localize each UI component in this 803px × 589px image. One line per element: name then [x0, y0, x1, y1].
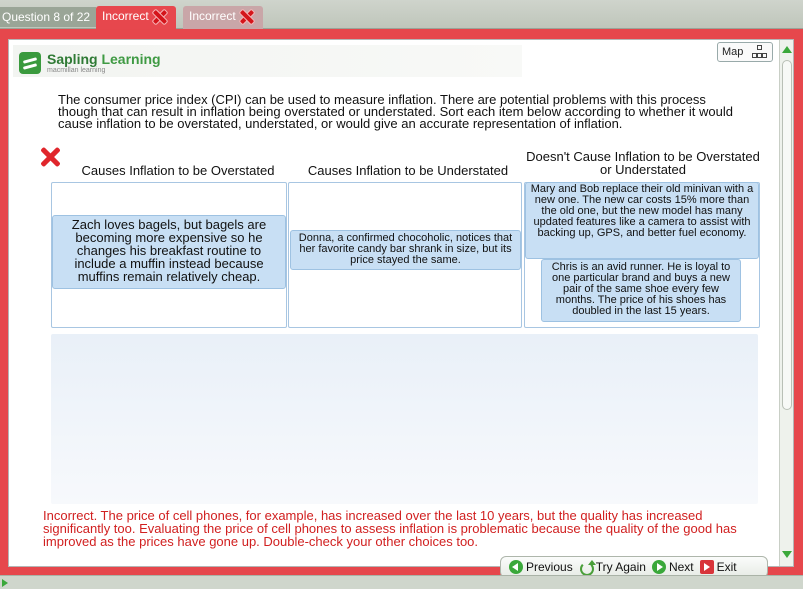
expand-arrow-icon[interactable]: [2, 579, 8, 587]
question-frame: [0, 29, 803, 575]
incorrect-x-icon: [153, 10, 167, 24]
vertical-scrollbar[interactable]: [779, 40, 793, 567]
scroll-thumb[interactable]: [782, 60, 792, 410]
incorrect-x-icon: [240, 10, 254, 24]
sort-card-donna[interactable]: Donna, a confirmed chocoholic, notices that her favorite candy bar shrank in size, but its price stayed the same.: [290, 230, 521, 270]
scroll-up-arrow-icon[interactable]: [782, 46, 792, 53]
unsorted-item-pool[interactable]: [51, 334, 758, 504]
logo-name: Sapling Learning: [47, 51, 161, 67]
question-text: The consumer price index (CPI) can be used to measure inflation. There are potential problems with this process though that can result in inflation being overstated or understated. Sort each item below according to whether it would cause inflation to be overstated, understated, or would give an accurate representation of inflation.: [58, 92, 733, 131]
sapling-logo-icon: [19, 52, 41, 74]
question-counter: Question 8 of 22: [0, 7, 96, 27]
tab-attempt-2[interactable]: [183, 6, 263, 29]
tab-label: Incorrect: [189, 9, 236, 23]
try-again-button[interactable]: Try Again: [579, 560, 646, 574]
sort-card-chris[interactable]: Chris is an avid runner. He is loyal to one particular brand and buys a new pair of the same shoe every few months. The price of his shoes has doubled in the last 15 years.: [541, 259, 741, 322]
map-button[interactable]: [717, 42, 773, 62]
incorrect-x-icon: [40, 147, 60, 167]
tab-label: Incorrect: [102, 9, 149, 23]
column-header-neither: Doesn't Cause Inflation to be Overstated or Understated: [526, 149, 760, 177]
bottom-status-strip: [0, 575, 803, 589]
column-header-understated: Causes Inflation to be Understated: [307, 163, 509, 178]
tab-attempt-1[interactable]: [96, 6, 176, 29]
map-label: Map: [722, 46, 744, 58]
sort-card-mary-bob[interactable]: Mary and Bob replace their old minivan with a new one. The new car costs 15% more than the old one, but the new model has many updated features like a camera to assist with backing up, GPS, and better fuel economy.: [525, 182, 759, 259]
exit-button[interactable]: Exit: [700, 560, 737, 574]
question-panel: [8, 39, 794, 567]
previous-arrow-icon: [509, 560, 523, 574]
map-tree-icon: [752, 45, 768, 59]
logo-banner: [13, 45, 522, 77]
column-header-overstated: Causes Inflation to be Overstated: [81, 163, 275, 178]
exit-icon: [700, 560, 714, 574]
previous-button[interactable]: Previous: [509, 560, 573, 574]
sort-card-zach[interactable]: Zach loves bagels, but bagels are becoming more expensive so he changes his breakfast routine to include a muffin instead because muffins remain relatively cheap.: [52, 215, 286, 289]
next-button[interactable]: Next: [652, 560, 694, 574]
logo-subtitle: macmillan learning: [47, 67, 106, 74]
retry-icon: [579, 560, 593, 574]
feedback-message: Incorrect. The price of cell phones, for example, has increased over the last 10 years, but the quality has increased significantly too. Evaluating the price of cell phones to assess inflation is problematic because the quality of the good has improved as the prices have gone up. Double-check your other choices too.: [43, 508, 737, 549]
next-arrow-icon: [652, 560, 666, 574]
scroll-down-arrow-icon[interactable]: [782, 551, 792, 558]
question-tab-bar: [0, 0, 803, 29]
